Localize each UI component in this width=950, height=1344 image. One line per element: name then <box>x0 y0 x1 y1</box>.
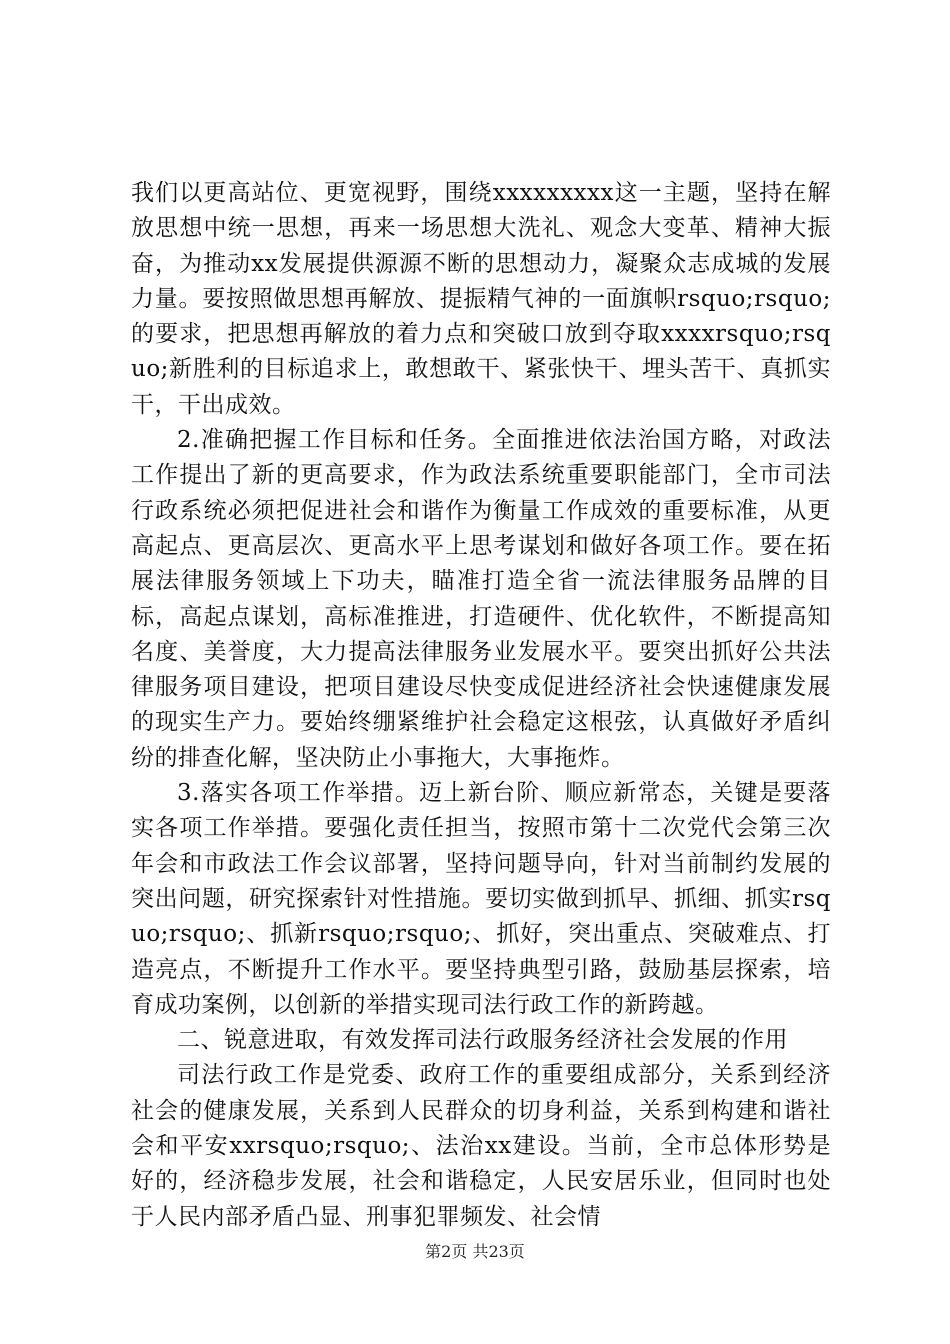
paragraph-work-goals: 2.准确把握工作目标和任务。全面推进依法治国方略，对政法工作提出了新的更高要求，作为政法系统重要职能部门，全市司法行政系统必须把促进社会和谐作为衡量工作成效的重要标准，从更高起点、更高层次、更高水平上思考谋划和做好各项工作。要在拓展法律服务领域上下功夫，瞄准打造全省一流法律服务品牌的目标，高起点谋划，高标准推进，打造硬件、优化软件，不断提高知名度、美誉度，大力提高法律服务业发展水平。要突出抓好公共法律服务项目建设，把项目建设尽快变成促进经济社会快速健康发展的现实生产力。要始终绷紧维护社会稳定这根弦，认真做好矛盾纠纷的排查化解，坚决防止小事拖大，大事拖炸。 <box>131 427 831 771</box>
document-body <box>131 176 831 1235</box>
paragraph-continuation: 我们以更高站位、更宽视野，围绕xxxxxxxxx这一主题，坚持在解放思想中统一思想，再来一场思想大洗礼、观念大变革、精神大振奋，为推动xx发展提供源源不断的思想动力，凝聚众志成城的发展力量。要按照做思想再解放、提振精气神的一面旗帜rsquo;rsquo;的要求，把思想再解放的着力点和突破口放到夺取xxxxrsquo;rsquo;新胜利的目标追求上，敢想敢干、紧张快干、埋头苦干、真抓实干，干出成效。 <box>131 180 831 418</box>
page-footer: 第2页 共23页 <box>425 1242 525 1261</box>
paragraph-work-measures: 3.落实各项工作举措。迈上新台阶、顺应新常态，关键是要落实各项工作举措。要强化责任担当，按照市第十二次党代会第三次年会和市政法工作会议部署，坚持问题导向，针对当前制约发展的突出问题，研究探索针对性措施。要切实做到抓早、抓细、抓实rsquo;rsquo;、抓新rsquo;rsquo;、抓好，突出重点、突破难点、打造亮点，不断提升工作水平。要坚持典型引路，鼓励基层探索，培育成功案例，以创新的举措实现司法行政工作的新跨越。 <box>131 780 831 1018</box>
paragraph-judicial-admin: 司法行政工作是党委、政府工作的重要组成部分，关系到经济社会的健康发展，关系到人民群众的切身利益，关系到构建和谐社会和平安xxrsquo;rsquo;、法治xx建设。当前，全市总体形势是好的，经济稳步发展，社会和谐稳定，人民安居乐业，但同时也处于人民内部矛盾凸显、刑事犯罪频发、社会情 <box>131 1062 831 1230</box>
section-heading: 二、锐意进取，有效发挥司法行政服务经济社会发展的作用 <box>177 1027 788 1054</box>
